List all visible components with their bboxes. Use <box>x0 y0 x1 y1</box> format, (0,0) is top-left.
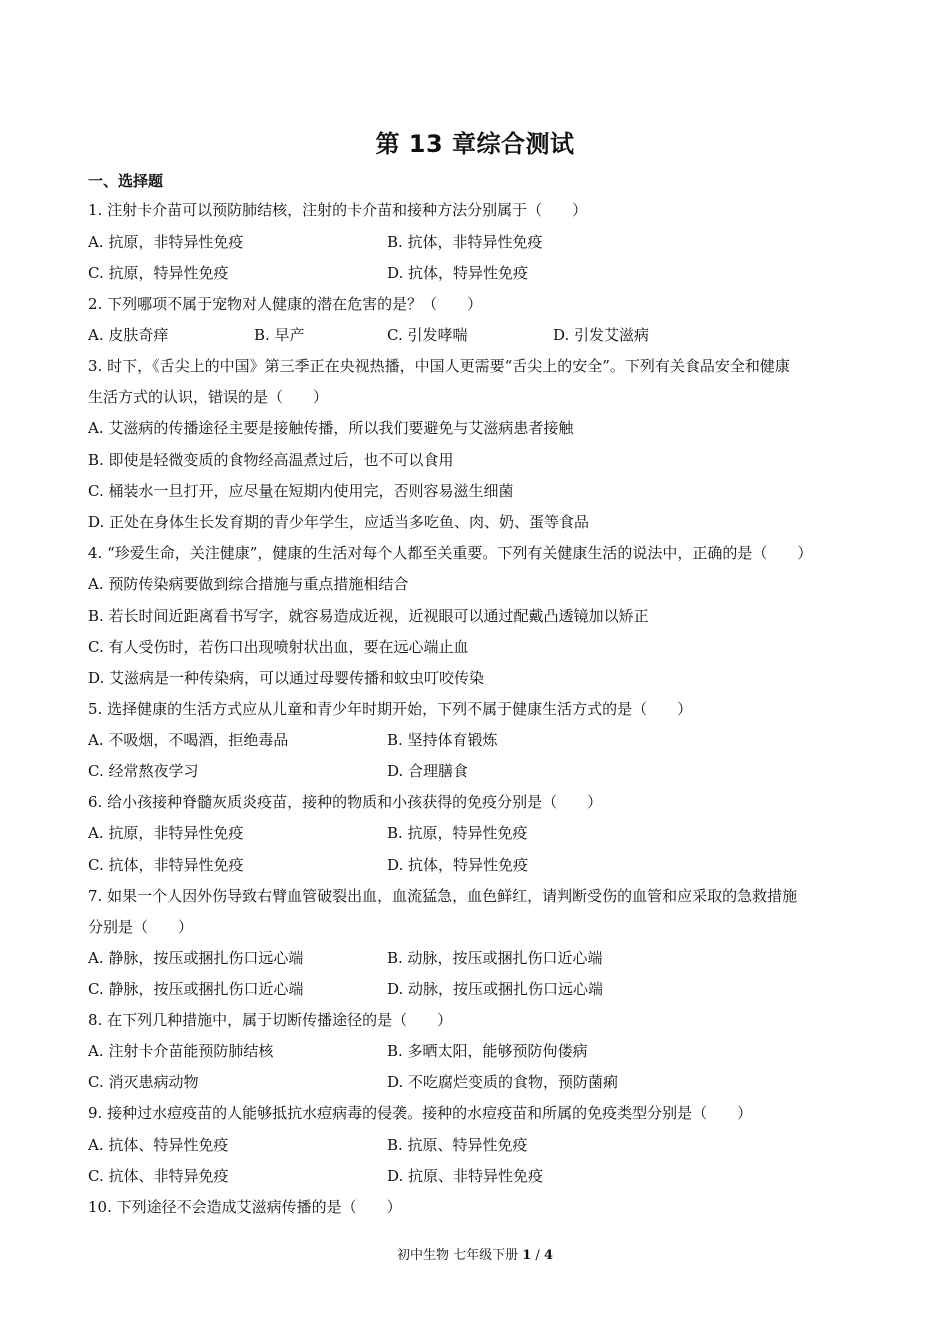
question-8-option-b: B. 多晒太阳，能够预防佝偻病 <box>387 1042 588 1060</box>
question-1-option-b: B. 抗体，非特异性免疫 <box>387 233 543 251</box>
question-1-option-d: D. 抗体，特异性免疫 <box>387 264 529 282</box>
question-2-option-a: A. 皮肤奇痒 <box>88 326 169 344</box>
page-title: 第 13 章综合测试 <box>375 130 575 158</box>
question-1-option-c: C. 抗原，特异性免疫 <box>88 264 229 282</box>
question-9-option-c: C. 抗体、非特异免疫 <box>88 1167 229 1185</box>
question-7-option-b: B. 动脉，按压或捆扎伤口近心端 <box>387 949 603 967</box>
question-1-option-a: A. 抗原，非特异性免疫 <box>88 233 244 251</box>
question-2-option-c: C. 引发哮喘 <box>387 326 468 344</box>
question-3-stem-line-1: 3. 时下，《舌尖上的中国》第三季正在央视热播，中国人更需要“舌尖上的安全”。下列有关食品安全和健康 <box>88 357 790 375</box>
question-9-option-d: D. 抗原、非特异性免疫 <box>387 1167 544 1185</box>
question-2-option-d: D. 引发艾滋病 <box>553 326 650 344</box>
question-5-option-c: C. 经常熬夜学习 <box>88 762 199 780</box>
question-6-stem: 6. 给小孩接种脊髓灰质炎疫苗，接种的物质和小孩获得的免疫分别是（ ） <box>88 793 603 811</box>
question-6-option-c: C. 抗体，非特异性免疫 <box>88 856 244 874</box>
question-10-stem: 10. 下列途径不会造成艾滋病传播的是（ ） <box>88 1198 402 1216</box>
question-4-stem: 4. “珍爱生命，关注健康”，健康的生活对每个人都至关重要。下列有关健康生活的说法中，正确的是（ ） <box>88 544 813 562</box>
question-9-option-a: A. 抗体、特异性免疫 <box>88 1136 229 1154</box>
question-7-option-a: A. 静脉，按压或捆扎伤口远心端 <box>88 949 304 967</box>
question-7-option-d: D. 动脉，按压或捆扎伤口远心端 <box>387 980 604 998</box>
question-4-option-d: D. 艾滋病是一种传染病，可以通过母婴传播和蚊虫叮咬传染 <box>88 669 485 687</box>
question-8-option-d: D. 不吃腐烂变质的食物，预防菌痢 <box>387 1073 619 1091</box>
footer-label: 初中生物 七年级下册 <box>396 1248 523 1263</box>
question-3-option-b: B. 即使是轻微变质的食物经高温煮过后，也不可以食用 <box>88 451 454 469</box>
question-5-option-a: A. 不吸烟，不喝酒，拒绝毒品 <box>88 731 289 749</box>
footer-separator: / <box>531 1248 544 1263</box>
question-8-stem: 8. 在下列几种措施中，属于切断传播途径的是（ ） <box>88 1011 453 1029</box>
question-8-option-a: A. 注射卡介苗能预防肺结核 <box>88 1042 274 1060</box>
question-6-option-d: D. 抗体，特异性免疫 <box>387 856 529 874</box>
question-7-option-c: C. 静脉，按压或捆扎伤口近心端 <box>88 980 304 998</box>
question-9-stem: 9. 接种过水痘疫苗的人能够抵抗水痘病毒的侵袭。接种的水痘疫苗和所属的免疫类型分别是（ ） <box>88 1104 753 1122</box>
question-2-stem: 2. 下列哪项不属于宠物对人健康的潜在危害的是？（ ） <box>88 295 483 313</box>
question-5-stem: 5. 选择健康的生活方式应从儿童和青少年时期开始，下列不属于健康生活方式的是（ ） <box>88 700 693 718</box>
question-5-option-d: D. 合理膳食 <box>387 762 469 780</box>
question-7-stem-line-1: 7. 如果一个人因外伤导致右臂血管破裂出血，血流猛急，血色鲜红，请判断受伤的血管和应采取的急救措施 <box>88 887 798 905</box>
question-6-option-a: A. 抗原，非特异性免疫 <box>88 824 244 842</box>
question-4-option-a: A. 预防传染病要做到综合措施与重点措施相结合 <box>88 575 409 593</box>
question-3-stem-line-2: 生活方式的认识，错误的是（ ） <box>88 388 329 406</box>
question-9-option-b: B. 抗原、特异性免疫 <box>387 1136 528 1154</box>
question-7-stem-line-2: 分别是（ ） <box>88 918 194 936</box>
footer-page-number: 1 <box>522 1248 532 1263</box>
question-5-option-b: B. 坚持体育锻炼 <box>387 731 498 749</box>
question-8-option-c: C. 消灭患病动物 <box>88 1073 199 1091</box>
question-3-option-c: C. 桶装水一旦打开，应尽量在短期内使用完，否则容易滋生细菌 <box>88 482 514 500</box>
footer-page-total: 4 <box>543 1248 553 1263</box>
question-3-option-d: D. 正处在身体生长发育期的青少年学生，应适当多吃鱼、肉、奶、蛋等食品 <box>88 513 590 531</box>
question-6-option-b: B. 抗原，特异性免疫 <box>387 824 528 842</box>
question-4-option-c: C. 有人受伤时，若伤口出现喷射状出血，要在远心端止血 <box>88 638 469 656</box>
question-4-option-b: B. 若长时间近距离看书写字，就容易造成近视，近视眼可以通过配戴凸透镜加以矫正 <box>88 607 649 625</box>
question-2-option-b: B. 早产 <box>254 326 305 344</box>
section-heading: 一、选择题 <box>88 172 164 190</box>
question-1-stem: 1. 注射卡介苗可以预防肺结核，注射的卡介苗和接种方法分别属于（ ） <box>88 201 588 219</box>
question-3-option-a: A. 艾滋病的传播途径主要是接触传播，所以我们要避免与艾滋病患者接触 <box>88 419 574 437</box>
page-footer <box>0 1244 950 1263</box>
